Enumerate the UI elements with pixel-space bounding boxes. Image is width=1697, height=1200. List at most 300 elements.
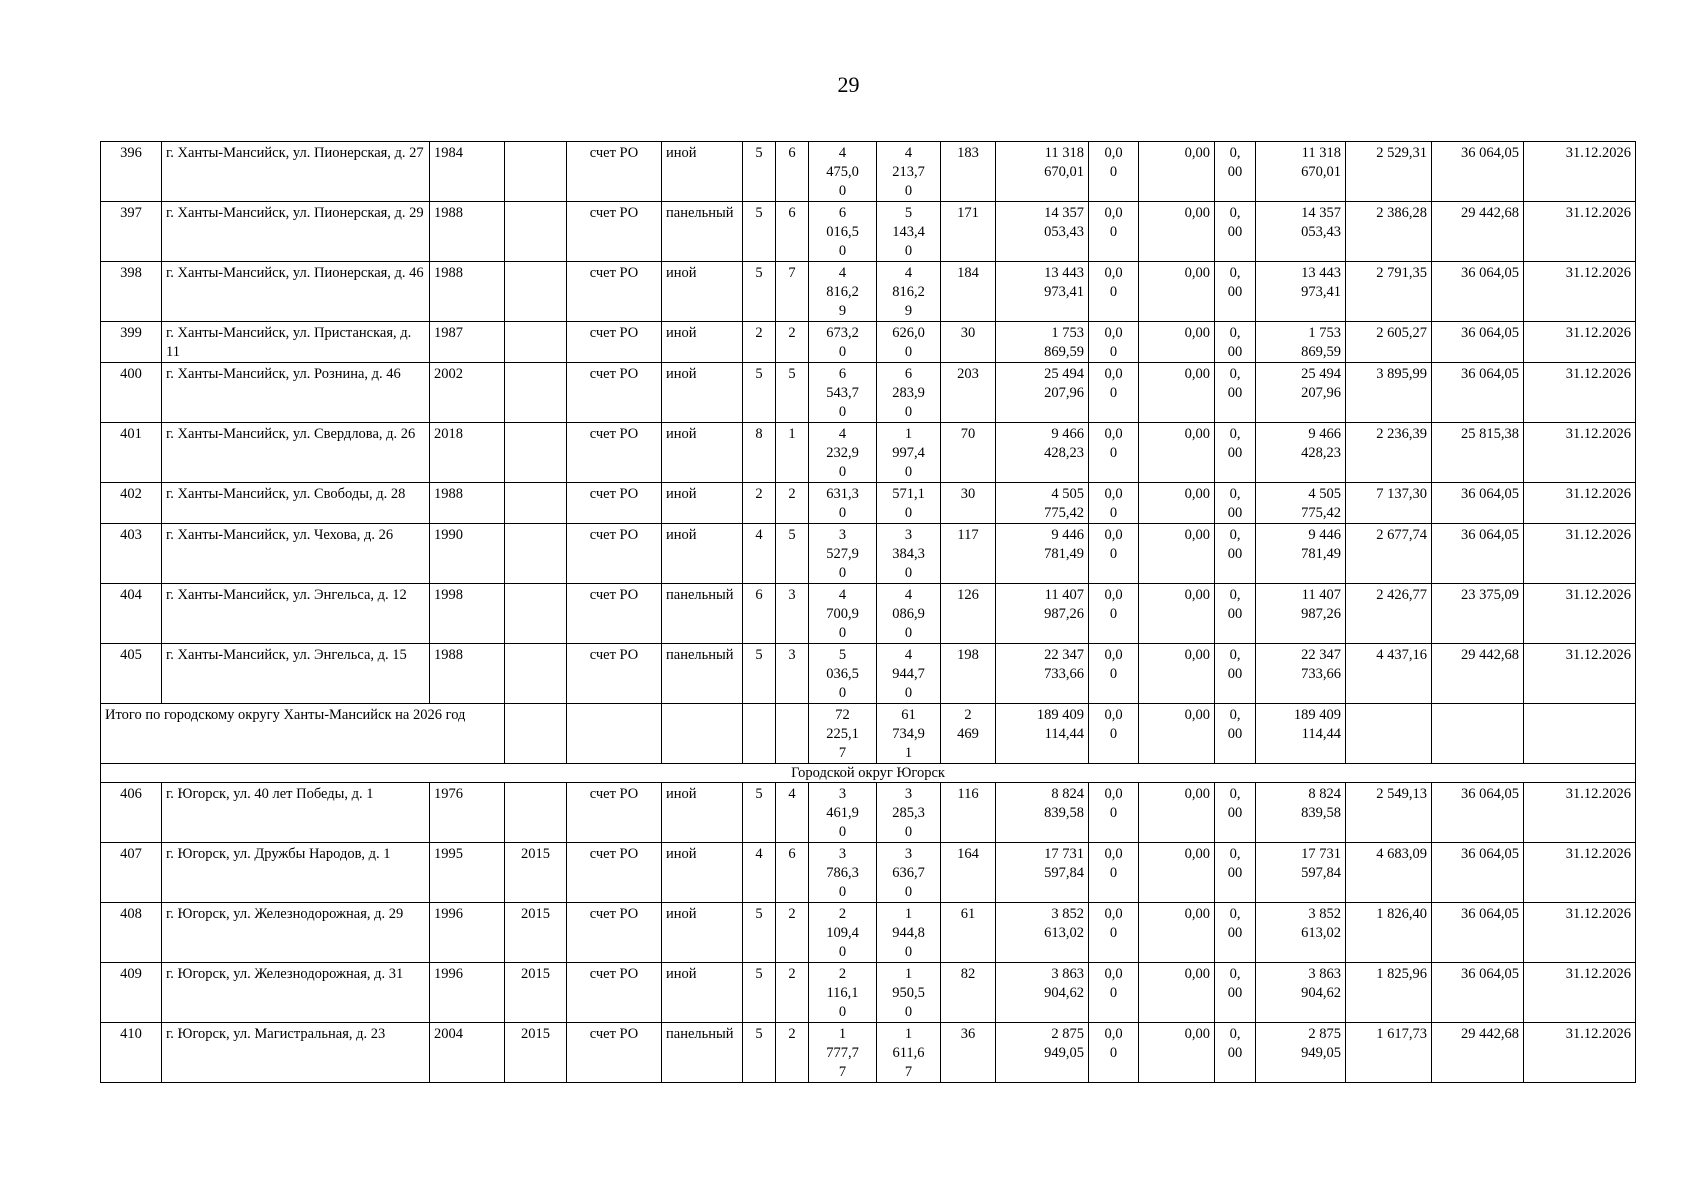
cell-entrances: 2 bbox=[776, 903, 809, 963]
cell-row-number: 409 bbox=[101, 963, 162, 1023]
cell-repair-year bbox=[505, 524, 567, 584]
cell-limit-cost: 29 442,68 bbox=[1432, 644, 1524, 704]
table-row bbox=[101, 783, 1636, 843]
cell-deadline: 31.12.2026 bbox=[1524, 423, 1636, 483]
cell-deadline: 31.12.2026 bbox=[1524, 322, 1636, 363]
cell-area-total: 631,3 0 bbox=[809, 483, 877, 524]
cell-address: г. Ханты-Мансийск, ул. Энгельса, д. 15 bbox=[162, 644, 430, 704]
cell-fund-method: счет РО bbox=[567, 142, 662, 202]
cell-wall-material: панельный bbox=[662, 1023, 743, 1083]
cell-unit-cost: 1 826,40 bbox=[1346, 903, 1432, 963]
table-row bbox=[101, 843, 1636, 903]
total-cost-regional: 0,00 bbox=[1139, 704, 1215, 764]
cell-fund-method: счет РО bbox=[567, 202, 662, 262]
cell-limit-cost: 36 064,05 bbox=[1432, 142, 1524, 202]
cell-area-total: 3 461,9 0 bbox=[809, 783, 877, 843]
cell-cost-local: 0, 00 bbox=[1215, 843, 1256, 903]
cell-repair-cost: 1 753 869,59 bbox=[996, 322, 1089, 363]
table-row bbox=[101, 262, 1636, 322]
cell-cost-local: 0, 00 bbox=[1215, 202, 1256, 262]
cell-address: г. Ханты-Мансийск, ул. Чехова, д. 26 bbox=[162, 524, 430, 584]
cell-repair-cost: 9 466 428,23 bbox=[996, 423, 1089, 483]
cell-cost-federal: 0,0 0 bbox=[1089, 262, 1139, 322]
cell-deadline: 31.12.2026 bbox=[1524, 783, 1636, 843]
cell-entrances: 2 bbox=[776, 322, 809, 363]
cell-row-number: 401 bbox=[101, 423, 162, 483]
total-area-residential: 61 734,9 1 bbox=[877, 704, 941, 764]
cell-area-residential: 4 086,9 0 bbox=[877, 584, 941, 644]
cell-floors: 6 bbox=[743, 584, 776, 644]
cell-repair-cost: 2 875 949,05 bbox=[996, 1023, 1089, 1083]
total-row bbox=[101, 704, 1636, 764]
cell-floors: 5 bbox=[743, 783, 776, 843]
table-row bbox=[101, 524, 1636, 584]
cell-area-residential: 1 944,8 0 bbox=[877, 903, 941, 963]
cell-cost-federal: 0,0 0 bbox=[1089, 1023, 1139, 1083]
cell-residents: 117 bbox=[941, 524, 996, 584]
cell-repair-cost: 17 731 597,84 bbox=[996, 843, 1089, 903]
cell-residents: 164 bbox=[941, 843, 996, 903]
cell-area-residential: 4 816,2 9 bbox=[877, 262, 941, 322]
cell-area-residential: 3 285,3 0 bbox=[877, 783, 941, 843]
cell-fund-method: счет РО bbox=[567, 423, 662, 483]
table-row bbox=[101, 903, 1636, 963]
cell-repair-year bbox=[505, 783, 567, 843]
table-row bbox=[101, 483, 1636, 524]
cell-build-year: 2004 bbox=[430, 1023, 505, 1083]
cell-build-year: 1976 bbox=[430, 783, 505, 843]
cell-repair-cost: 13 443 973,41 bbox=[996, 262, 1089, 322]
cell-limit-cost: 36 064,05 bbox=[1432, 963, 1524, 1023]
cell-address: г. Ханты-Мансийск, ул. Пионерская, д. 46 bbox=[162, 262, 430, 322]
cell-repair-year: 2015 bbox=[505, 903, 567, 963]
cell-area-residential: 3 636,7 0 bbox=[877, 843, 941, 903]
cell-unit-cost: 4 683,09 bbox=[1346, 843, 1432, 903]
cell-cost-local: 0, 00 bbox=[1215, 423, 1256, 483]
cell-row-number: 398 bbox=[101, 262, 162, 322]
cell-area-total: 6 016,5 0 bbox=[809, 202, 877, 262]
cell-deadline: 31.12.2026 bbox=[1524, 903, 1636, 963]
cell-cost-regional: 0,00 bbox=[1139, 963, 1215, 1023]
cell-wall-material: иной bbox=[662, 262, 743, 322]
cell-entrances: 7 bbox=[776, 262, 809, 322]
cell-area-residential: 5 143,4 0 bbox=[877, 202, 941, 262]
cell-limit-cost: 36 064,05 bbox=[1432, 903, 1524, 963]
cell-area-total: 6 543,7 0 bbox=[809, 363, 877, 423]
total-area-total: 72 225,1 7 bbox=[809, 704, 877, 764]
cell-entrances: 2 bbox=[776, 963, 809, 1023]
cell-cost-federal: 0,0 0 bbox=[1089, 903, 1139, 963]
cell-area-residential: 1 997,4 0 bbox=[877, 423, 941, 483]
cell-cost-owners: 8 824 839,58 bbox=[1256, 783, 1346, 843]
cell-cost-regional: 0,00 bbox=[1139, 843, 1215, 903]
cell-cost-local: 0, 00 bbox=[1215, 322, 1256, 363]
cell-fund-method: счет РО bbox=[567, 322, 662, 363]
cell-deadline: 31.12.2026 bbox=[1524, 963, 1636, 1023]
cell-repair-year bbox=[505, 262, 567, 322]
cell-repair-year bbox=[505, 142, 567, 202]
cell-build-year: 1988 bbox=[430, 644, 505, 704]
cell-cost-federal: 0,0 0 bbox=[1089, 644, 1139, 704]
cell-wall-material: иной bbox=[662, 423, 743, 483]
cell-unit-cost: 4 437,16 bbox=[1346, 644, 1432, 704]
cell-cost-owners: 22 347 733,66 bbox=[1256, 644, 1346, 704]
cell-limit-cost: 36 064,05 bbox=[1432, 483, 1524, 524]
cell-row-number: 407 bbox=[101, 843, 162, 903]
cell-deadline: 31.12.2026 bbox=[1524, 843, 1636, 903]
cell-limit-cost: 23 375,09 bbox=[1432, 584, 1524, 644]
cell-cost-owners: 11 318 670,01 bbox=[1256, 142, 1346, 202]
cell-area-total: 4 816,2 9 bbox=[809, 262, 877, 322]
cell-repair-cost: 25 494 207,96 bbox=[996, 363, 1089, 423]
cell-repair-cost: 8 824 839,58 bbox=[996, 783, 1089, 843]
cell-cost-local: 0, 00 bbox=[1215, 644, 1256, 704]
cell-entrances: 2 bbox=[776, 483, 809, 524]
cell-area-total: 4 232,9 0 bbox=[809, 423, 877, 483]
cell-address: г. Югорск, ул. Железнодорожная, д. 31 bbox=[162, 963, 430, 1023]
cell-deadline: 31.12.2026 bbox=[1524, 363, 1636, 423]
cell-cost-local: 0, 00 bbox=[1215, 524, 1256, 584]
cell-unit-cost: 2 677,74 bbox=[1346, 524, 1432, 584]
cell-floors: 5 bbox=[743, 202, 776, 262]
cell-floors: 5 bbox=[743, 262, 776, 322]
cell-residents: 198 bbox=[941, 644, 996, 704]
table-row bbox=[101, 202, 1636, 262]
cell-cost-regional: 0,00 bbox=[1139, 1023, 1215, 1083]
cell-area-residential: 1 611,6 7 bbox=[877, 1023, 941, 1083]
cell-cost-federal: 0,0 0 bbox=[1089, 963, 1139, 1023]
cell-fund-method: счет РО bbox=[567, 843, 662, 903]
cell-entrances: 1 bbox=[776, 423, 809, 483]
cell-deadline: 31.12.2026 bbox=[1524, 202, 1636, 262]
cell-repair-cost: 9 446 781,49 bbox=[996, 524, 1089, 584]
total-cost: 189 409 114,44 bbox=[996, 704, 1089, 764]
cell-build-year: 2018 bbox=[430, 423, 505, 483]
cell-area-total: 2 109,4 0 bbox=[809, 903, 877, 963]
cell-cost-regional: 0,00 bbox=[1139, 322, 1215, 363]
cell-cost-regional: 0,00 bbox=[1139, 524, 1215, 584]
cell-floors: 5 bbox=[743, 363, 776, 423]
cell-fund-method: счет РО bbox=[567, 363, 662, 423]
cell-area-total: 1 777,7 7 bbox=[809, 1023, 877, 1083]
cell-fund-method: счет РО bbox=[567, 903, 662, 963]
cell-wall-material: иной bbox=[662, 783, 743, 843]
cell-fund-method: счет РО bbox=[567, 524, 662, 584]
table-row bbox=[101, 423, 1636, 483]
cell-floors: 4 bbox=[743, 524, 776, 584]
cell-residents: 171 bbox=[941, 202, 996, 262]
cell-deadline: 31.12.2026 bbox=[1524, 1023, 1636, 1083]
cell-area-residential: 3 384,3 0 bbox=[877, 524, 941, 584]
cell-cost-owners: 25 494 207,96 bbox=[1256, 363, 1346, 423]
cell-build-year: 1988 bbox=[430, 262, 505, 322]
cell-wall-material: иной bbox=[662, 142, 743, 202]
cell-cost-local: 0, 00 bbox=[1215, 262, 1256, 322]
cell-cost-federal: 0,0 0 bbox=[1089, 584, 1139, 644]
cell-limit-cost: 25 815,38 bbox=[1432, 423, 1524, 483]
cell-unit-cost: 2 605,27 bbox=[1346, 322, 1432, 363]
cell-unit-cost: 2 236,39 bbox=[1346, 423, 1432, 483]
cell-floors: 5 bbox=[743, 142, 776, 202]
cell-residents: 116 bbox=[941, 783, 996, 843]
cell-floors: 2 bbox=[743, 483, 776, 524]
cell-deadline: 31.12.2026 bbox=[1524, 644, 1636, 704]
cell-address: г. Ханты-Мансийск, ул. Свердлова, д. 26 bbox=[162, 423, 430, 483]
cell-entrances: 5 bbox=[776, 524, 809, 584]
cell-limit-cost: 29 442,68 bbox=[1432, 202, 1524, 262]
cell-entrances: 6 bbox=[776, 202, 809, 262]
cell-limit-cost: 36 064,05 bbox=[1432, 363, 1524, 423]
cell-row-number: 406 bbox=[101, 783, 162, 843]
cell-row-number: 410 bbox=[101, 1023, 162, 1083]
cell-repair-cost: 3 863 904,62 bbox=[996, 963, 1089, 1023]
cell-cost-owners: 14 357 053,43 bbox=[1256, 202, 1346, 262]
cell-address: г. Ханты-Мансийск, ул. Пристанская, д. 11 bbox=[162, 322, 430, 363]
cell-repair-year bbox=[505, 423, 567, 483]
table-row bbox=[101, 584, 1636, 644]
total-cost-owners: 189 409 114,44 bbox=[1256, 704, 1346, 764]
cell-cost-local: 0, 00 bbox=[1215, 783, 1256, 843]
cell-cost-regional: 0,00 bbox=[1139, 262, 1215, 322]
cell-floors: 4 bbox=[743, 843, 776, 903]
cell-wall-material: иной bbox=[662, 483, 743, 524]
cell-area-total: 5 036,5 0 bbox=[809, 644, 877, 704]
cell-repair-year: 2015 bbox=[505, 843, 567, 903]
cell-residents: 82 bbox=[941, 963, 996, 1023]
cell-cost-federal: 0,0 0 bbox=[1089, 843, 1139, 903]
cell-build-year: 1984 bbox=[430, 142, 505, 202]
cell-build-year: 1995 bbox=[430, 843, 505, 903]
cell-cost-owners: 2 875 949,05 bbox=[1256, 1023, 1346, 1083]
cell-cost-federal: 0,0 0 bbox=[1089, 202, 1139, 262]
cell-area-residential: 1 950,5 0 bbox=[877, 963, 941, 1023]
cell-floors: 5 bbox=[743, 903, 776, 963]
total-cost-local: 0, 00 bbox=[1215, 704, 1256, 764]
cell-fund-method: счет РО bbox=[567, 584, 662, 644]
cell-row-number: 403 bbox=[101, 524, 162, 584]
cell-entrances: 3 bbox=[776, 644, 809, 704]
cell-address: г. Ханты-Мансийск, ул. Пионерская, д. 27 bbox=[162, 142, 430, 202]
cell-row-number: 405 bbox=[101, 644, 162, 704]
cell-cost-regional: 0,00 bbox=[1139, 142, 1215, 202]
cell-residents: 36 bbox=[941, 1023, 996, 1083]
cell-floors: 2 bbox=[743, 322, 776, 363]
cell-repair-year bbox=[505, 483, 567, 524]
cell-build-year: 1998 bbox=[430, 584, 505, 644]
cell-unit-cost: 2 529,31 bbox=[1346, 142, 1432, 202]
cell-entrances: 6 bbox=[776, 843, 809, 903]
cell-unit-cost: 2 549,13 bbox=[1346, 783, 1432, 843]
cell-address: г. Ханты-Мансийск, ул. Свободы, д. 28 bbox=[162, 483, 430, 524]
cell-residents: 184 bbox=[941, 262, 996, 322]
cell-floors: 5 bbox=[743, 1023, 776, 1083]
cell-cost-federal: 0,0 0 bbox=[1089, 363, 1139, 423]
cell-build-year: 1996 bbox=[430, 903, 505, 963]
cell-wall-material: иной bbox=[662, 363, 743, 423]
cell-limit-cost: 36 064,05 bbox=[1432, 783, 1524, 843]
cell-cost-regional: 0,00 bbox=[1139, 644, 1215, 704]
table-row bbox=[101, 1023, 1636, 1083]
cell-cost-federal: 0,0 0 bbox=[1089, 783, 1139, 843]
cell-cost-owners: 17 731 597,84 bbox=[1256, 843, 1346, 903]
cell-repair-year: 2015 bbox=[505, 1023, 567, 1083]
cell-residents: 30 bbox=[941, 483, 996, 524]
cell-cost-federal: 0,0 0 bbox=[1089, 483, 1139, 524]
cell-cost-federal: 0,0 0 bbox=[1089, 322, 1139, 363]
cell-unit-cost: 1 617,73 bbox=[1346, 1023, 1432, 1083]
cell-entrances: 5 bbox=[776, 363, 809, 423]
cell-fund-method: счет РО bbox=[567, 644, 662, 704]
cell-cost-regional: 0,00 bbox=[1139, 202, 1215, 262]
cell-cost-local: 0, 00 bbox=[1215, 483, 1256, 524]
cell-cost-local: 0, 00 bbox=[1215, 1023, 1256, 1083]
cell-limit-cost: 36 064,05 bbox=[1432, 322, 1524, 363]
cell-deadline: 31.12.2026 bbox=[1524, 142, 1636, 202]
cell-cost-regional: 0,00 bbox=[1139, 483, 1215, 524]
cell-row-number: 402 bbox=[101, 483, 162, 524]
cell-cost-regional: 0,00 bbox=[1139, 423, 1215, 483]
cell-repair-cost: 11 407 987,26 bbox=[996, 584, 1089, 644]
cell-cost-local: 0, 00 bbox=[1215, 963, 1256, 1023]
cell-address: г. Югорск, ул. Железнодорожная, д. 29 bbox=[162, 903, 430, 963]
cell-wall-material: иной bbox=[662, 843, 743, 903]
cell-cost-regional: 0,00 bbox=[1139, 903, 1215, 963]
cell-address: г. Ханты-Мансийск, ул. Пионерская, д. 29 bbox=[162, 202, 430, 262]
cell-area-residential: 4 213,7 0 bbox=[877, 142, 941, 202]
cell-build-year: 1988 bbox=[430, 202, 505, 262]
cell-address: г. Ханты-Мансийск, ул. Энгельса, д. 12 bbox=[162, 584, 430, 644]
cell-deadline: 31.12.2026 bbox=[1524, 483, 1636, 524]
cell-repair-cost: 22 347 733,66 bbox=[996, 644, 1089, 704]
cell-fund-method: счет РО bbox=[567, 783, 662, 843]
cell-wall-material: иной bbox=[662, 903, 743, 963]
cell-area-total: 673,2 0 bbox=[809, 322, 877, 363]
table-row bbox=[101, 363, 1636, 423]
cell-cost-owners: 9 446 781,49 bbox=[1256, 524, 1346, 584]
cell-repair-year bbox=[505, 363, 567, 423]
cell-fund-method: счет РО bbox=[567, 963, 662, 1023]
cell-build-year: 1987 bbox=[430, 322, 505, 363]
cell-entrances: 6 bbox=[776, 142, 809, 202]
cell-fund-method: счет РО bbox=[567, 1023, 662, 1083]
cell-area-residential: 4 944,7 0 bbox=[877, 644, 941, 704]
cell-repair-year bbox=[505, 584, 567, 644]
cell-unit-cost: 3 895,99 bbox=[1346, 363, 1432, 423]
cell-unit-cost: 2 426,77 bbox=[1346, 584, 1432, 644]
cell-entrances: 3 bbox=[776, 584, 809, 644]
cell-repair-cost: 3 852 613,02 bbox=[996, 903, 1089, 963]
cell-area-residential: 626,0 0 bbox=[877, 322, 941, 363]
total-people: 2 469 bbox=[941, 704, 996, 764]
cell-unit-cost: 1 825,96 bbox=[1346, 963, 1432, 1023]
table-row bbox=[101, 644, 1636, 704]
cell-row-number: 404 bbox=[101, 584, 162, 644]
cell-build-year: 1990 bbox=[430, 524, 505, 584]
cell-limit-cost: 29 442,68 bbox=[1432, 1023, 1524, 1083]
cell-unit-cost: 2 386,28 bbox=[1346, 202, 1432, 262]
cell-address: г. Югорск, ул. Дружбы Народов, д. 1 bbox=[162, 843, 430, 903]
section-row bbox=[101, 764, 1636, 783]
cell-cost-local: 0, 00 bbox=[1215, 142, 1256, 202]
cell-area-residential: 6 283,9 0 bbox=[877, 363, 941, 423]
cell-cost-regional: 0,00 bbox=[1139, 783, 1215, 843]
cell-cost-owners: 11 407 987,26 bbox=[1256, 584, 1346, 644]
cell-residents: 203 bbox=[941, 363, 996, 423]
cell-floors: 8 bbox=[743, 423, 776, 483]
cell-repair-cost: 4 505 775,42 bbox=[996, 483, 1089, 524]
cell-cost-owners: 4 505 775,42 bbox=[1256, 483, 1346, 524]
cell-wall-material: иной bbox=[662, 524, 743, 584]
cell-repair-year bbox=[505, 202, 567, 262]
cell-area-total: 4 475,0 0 bbox=[809, 142, 877, 202]
cell-residents: 70 bbox=[941, 423, 996, 483]
cell-cost-owners: 13 443 973,41 bbox=[1256, 262, 1346, 322]
cell-repair-year bbox=[505, 322, 567, 363]
cell-cost-federal: 0,0 0 bbox=[1089, 142, 1139, 202]
cell-residents: 126 bbox=[941, 584, 996, 644]
cell-entrances: 2 bbox=[776, 1023, 809, 1083]
cell-cost-owners: 1 753 869,59 bbox=[1256, 322, 1346, 363]
housing-repair-table bbox=[100, 141, 1636, 1083]
cell-wall-material: панельный bbox=[662, 644, 743, 704]
cell-limit-cost: 36 064,05 bbox=[1432, 843, 1524, 903]
cell-cost-local: 0, 00 bbox=[1215, 363, 1256, 423]
cell-repair-cost: 14 357 053,43 bbox=[996, 202, 1089, 262]
cell-repair-year: 2015 bbox=[505, 963, 567, 1023]
table-row bbox=[101, 963, 1636, 1023]
cell-row-number: 396 bbox=[101, 142, 162, 202]
cell-fund-method: счет РО bbox=[567, 483, 662, 524]
page-number: 29 bbox=[837, 72, 860, 97]
cell-area-total: 3 527,9 0 bbox=[809, 524, 877, 584]
total-cost-federal: 0,0 0 bbox=[1089, 704, 1139, 764]
section-title: Городской округ Югорск bbox=[101, 764, 1636, 783]
cell-wall-material: иной bbox=[662, 963, 743, 1023]
cell-residents: 61 bbox=[941, 903, 996, 963]
cell-address: г. Ханты-Мансийск, ул. Рознина, д. 46 bbox=[162, 363, 430, 423]
table-row bbox=[101, 322, 1636, 363]
cell-floors: 5 bbox=[743, 963, 776, 1023]
cell-deadline: 31.12.2026 bbox=[1524, 524, 1636, 584]
cell-build-year: 1996 bbox=[430, 963, 505, 1023]
cell-wall-material: иной bbox=[662, 322, 743, 363]
cell-cost-regional: 0,00 bbox=[1139, 584, 1215, 644]
cell-cost-local: 0, 00 bbox=[1215, 584, 1256, 644]
cell-area-residential: 571,1 0 bbox=[877, 483, 941, 524]
cell-row-number: 399 bbox=[101, 322, 162, 363]
cell-build-year: 2002 bbox=[430, 363, 505, 423]
cell-cost-owners: 3 852 613,02 bbox=[1256, 903, 1346, 963]
cell-unit-cost: 2 791,35 bbox=[1346, 262, 1432, 322]
cell-cost-regional: 0,00 bbox=[1139, 363, 1215, 423]
cell-deadline: 31.12.2026 bbox=[1524, 584, 1636, 644]
cell-row-number: 408 bbox=[101, 903, 162, 963]
cell-residents: 30 bbox=[941, 322, 996, 363]
cell-cost-local: 0, 00 bbox=[1215, 903, 1256, 963]
cell-row-number: 397 bbox=[101, 202, 162, 262]
cell-area-total: 4 700,9 0 bbox=[809, 584, 877, 644]
cell-limit-cost: 36 064,05 bbox=[1432, 524, 1524, 584]
cell-area-total: 2 116,1 0 bbox=[809, 963, 877, 1023]
cell-unit-cost: 7 137,30 bbox=[1346, 483, 1432, 524]
cell-cost-owners: 9 466 428,23 bbox=[1256, 423, 1346, 483]
cell-address: г. Югорск, ул. 40 лет Победы, д. 1 bbox=[162, 783, 430, 843]
cell-entrances: 4 bbox=[776, 783, 809, 843]
cell-fund-method: счет РО bbox=[567, 262, 662, 322]
cell-cost-owners: 3 863 904,62 bbox=[1256, 963, 1346, 1023]
cell-build-year: 1988 bbox=[430, 483, 505, 524]
cell-repair-year bbox=[505, 644, 567, 704]
